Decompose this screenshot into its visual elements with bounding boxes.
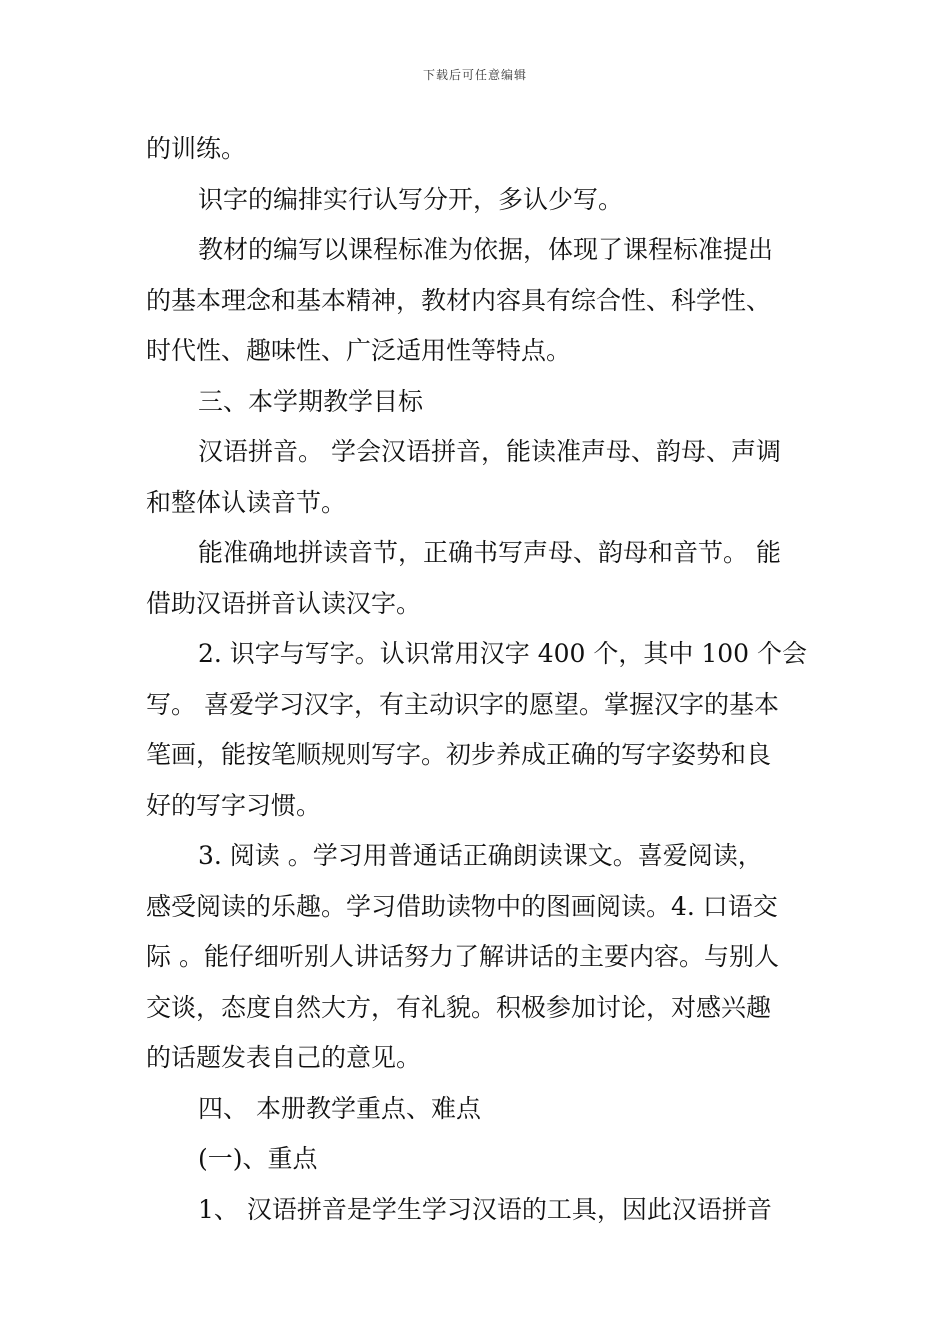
text-line-19: 的话题发表自己的意见。 <box>146 1043 422 1072</box>
text-line-10: 借助汉语拼音认读汉字。 <box>146 588 422 618</box>
text-line-8: 和整体认读音节。 <box>146 487 347 517</box>
text-line-18: 交谈，态度自然大方，有礼貌。积极参加讨论，对感兴趣 <box>146 992 772 1022</box>
text-line-15: 3. 阅读 。学习用普通话正确朗读课文。喜爱阅读， <box>198 841 763 870</box>
section-heading-4: 四、 本册教学重点、难点 <box>198 1093 481 1123</box>
text-line-4: 的基本理念和基本精神，教材内容具有综合性、科学性、 <box>146 285 772 315</box>
page-header: 下载后可任意编辑 <box>422 68 527 82</box>
text-line-3: 教材的编写以课程标准为依据，体现了课程标准提出 <box>198 235 774 264</box>
text-line-1: 的训练。 <box>146 134 247 163</box>
text-line-17: 际 。能仔细听别人讲话努力了解讲话的主要内容。与别人 <box>146 942 779 971</box>
text-line-2: 识字的编排实行认写分开，多认少写。 <box>198 184 624 214</box>
text-line-12: 写。 喜爱学习汉字，有主动识字的愿望。掌握汉字的基本 <box>146 689 779 719</box>
subsection-heading-1: (一)、重点 <box>198 1144 318 1173</box>
text-line-14: 好的写字习惯。 <box>146 790 322 820</box>
text-line-11: 2. 识字与写字。认识常用汉字 400 个，其中 100 个会 <box>198 639 808 668</box>
text-line-7: 汉语拼音。 学会汉语拼音，能读准声母、韵母、声调 <box>198 437 781 466</box>
section-heading-3: 三、本学期教学目标 <box>198 386 424 416</box>
text-line-5: 时代性、趣味性、广泛适用性等特点。 <box>146 336 572 365</box>
text-line-16: 感受阅读的乐趣。学习借助读物中的图画阅读。4. 口语交 <box>146 891 778 921</box>
document-body <box>146 124 808 1235</box>
text-line-13: 笔画，能按笔顺规则写字。初步养成正确的写字姿势和良 <box>146 740 772 769</box>
text-line-22: 1、 汉语拼音是学生学习汉语的工具，因此汉语拼音 <box>198 1194 772 1224</box>
text-line-9: 能准确地拼读音节，正确书写声母、韵母和音节。 能 <box>198 538 781 567</box>
